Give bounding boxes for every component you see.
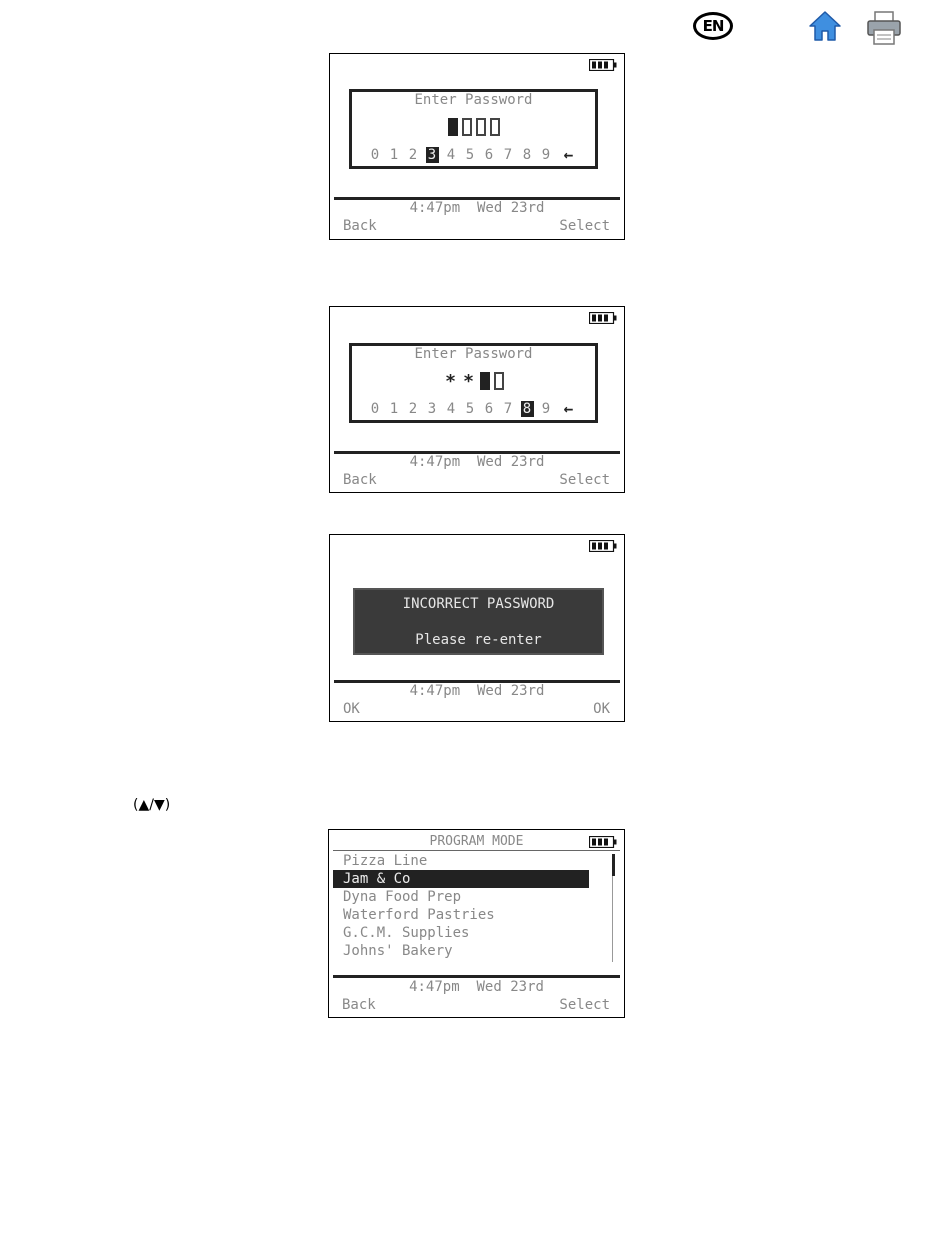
digit-option[interactable]: 8 <box>522 146 532 163</box>
status-divider <box>333 975 620 978</box>
select-softkey[interactable]: Select <box>559 472 610 488</box>
menu-title: PROGRAM MODE <box>429 834 524 849</box>
digit-option[interactable]: 3 <box>426 147 439 163</box>
digit-option[interactable]: 4 <box>446 400 456 417</box>
ok-softkey-left[interactable]: OK <box>343 701 360 717</box>
digit-option[interactable]: 2 <box>408 146 418 163</box>
digit-option[interactable]: 7 <box>503 400 513 417</box>
program-list-item[interactable]: Pizza Line <box>343 853 428 869</box>
lcd-screen-incorrect-password <box>329 534 625 722</box>
digit-option[interactable]: 4 <box>446 146 456 163</box>
digit-option[interactable]: 7 <box>503 146 513 163</box>
digit-option[interactable]: 6 <box>484 400 494 417</box>
clock-readout: 4:47pm Wed 23rd <box>409 683 545 699</box>
error-title: INCORRECT PASSWORD <box>402 596 555 612</box>
digit-option[interactable]: 9 <box>541 146 551 163</box>
password-fields <box>352 370 595 392</box>
digit-option[interactable]: 1 <box>389 400 399 417</box>
language-badge[interactable]: EN <box>693 12 733 40</box>
clock-readout: 4:47pm Wed 23rd <box>409 979 544 995</box>
navigation-keys-hint: (▲/▼) <box>133 797 171 813</box>
scrollbar[interactable] <box>612 854 616 962</box>
password-cursor <box>480 372 490 390</box>
backspace-icon[interactable]: ← <box>563 145 574 164</box>
lcd-screen-program-mode <box>328 829 625 1018</box>
digit-option[interactable]: 0 <box>370 146 380 163</box>
password-slot <box>462 118 472 136</box>
back-softkey[interactable]: Back <box>342 997 376 1013</box>
program-list-item[interactable]: Jam & Co <box>333 870 589 888</box>
backspace-icon[interactable]: ← <box>563 399 574 418</box>
dialog-title: Enter Password <box>414 92 533 108</box>
password-slot <box>476 118 486 136</box>
digit-option[interactable]: 9 <box>541 400 551 417</box>
password-slot <box>490 118 500 136</box>
digit-selector[interactable] <box>352 399 595 418</box>
digit-option[interactable]: 6 <box>484 146 494 163</box>
password-slot <box>494 372 504 390</box>
program-list-item[interactable]: Dyna Food Prep <box>343 889 462 905</box>
digit-option[interactable]: 3 <box>427 400 437 417</box>
ok-softkey-right[interactable]: OK <box>593 701 610 717</box>
digit-option[interactable]: 5 <box>465 146 475 163</box>
back-softkey[interactable]: Back <box>343 218 377 234</box>
battery-icon <box>589 540 617 552</box>
scrollbar-thumb[interactable] <box>612 854 615 876</box>
lcd-screen-password-entry-2 <box>329 306 625 493</box>
clock-readout: 4:47pm Wed 23rd <box>409 454 545 470</box>
entered-digit-mask: * <box>445 370 456 392</box>
select-softkey[interactable]: Select <box>559 218 610 234</box>
entered-digit-mask: * <box>463 370 474 392</box>
password-fields <box>352 116 595 138</box>
digit-option[interactable]: 0 <box>370 400 380 417</box>
program-list-item[interactable]: G.C.M. Supplies <box>343 925 470 941</box>
battery-icon <box>589 836 617 848</box>
home-icon[interactable] <box>808 10 842 42</box>
password-cursor <box>448 118 458 136</box>
digit-option[interactable]: 2 <box>408 400 418 417</box>
header-divider <box>333 850 620 851</box>
digit-option[interactable]: 5 <box>465 400 475 417</box>
select-softkey[interactable]: Select <box>559 997 610 1013</box>
dialog-title: Enter Password <box>414 346 533 362</box>
password-dialog <box>349 89 598 169</box>
back-softkey[interactable]: Back <box>343 472 377 488</box>
program-list-item[interactable]: Johns' Bakery <box>343 943 453 959</box>
program-list <box>333 852 589 960</box>
top-toolbar <box>0 0 950 50</box>
lcd-screen-password-entry-1 <box>329 53 625 240</box>
digit-option[interactable]: 8 <box>521 401 534 417</box>
battery-icon <box>589 312 617 324</box>
program-list-item[interactable]: Waterford Pastries <box>343 907 495 923</box>
error-dialog <box>353 588 604 655</box>
digit-selector[interactable] <box>352 145 595 164</box>
password-dialog <box>349 343 598 423</box>
battery-icon <box>589 59 617 71</box>
clock-readout: 4:47pm Wed 23rd <box>409 200 545 216</box>
digit-option[interactable]: 1 <box>389 146 399 163</box>
error-message: Please re-enter <box>415 632 542 648</box>
print-icon[interactable] <box>866 10 902 46</box>
